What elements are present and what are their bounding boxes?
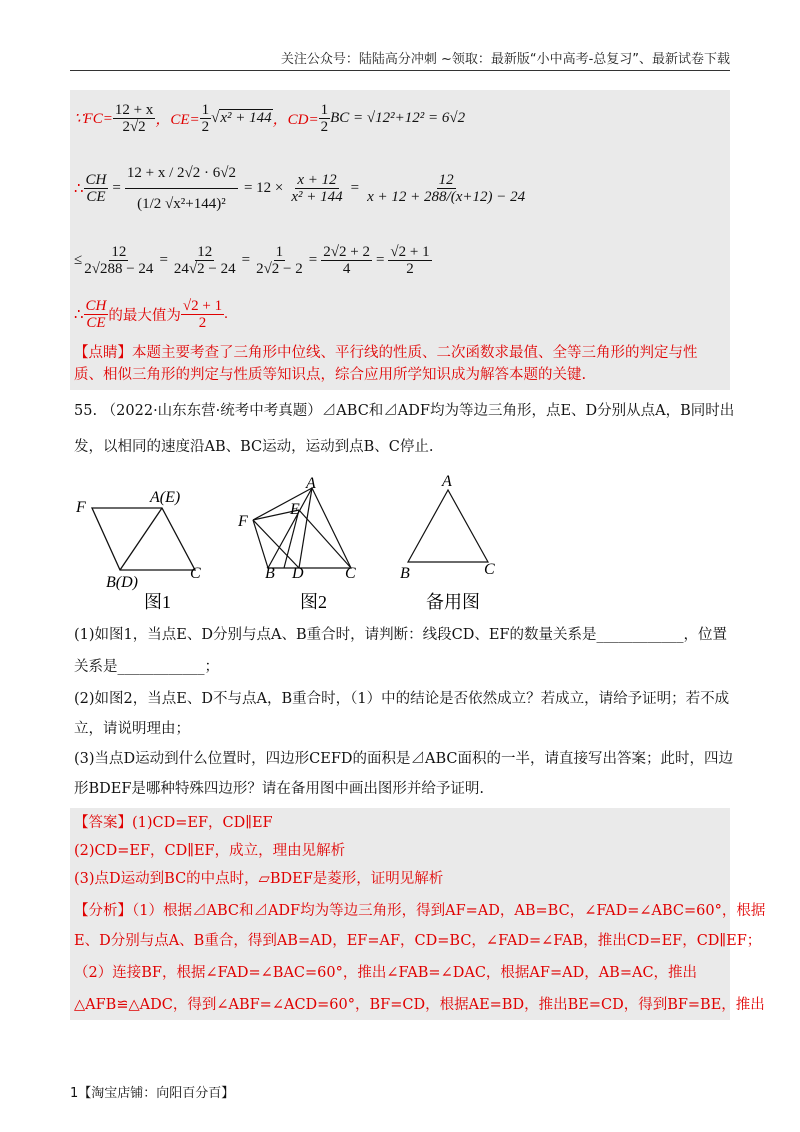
- ineq-frac-4: [388, 244, 431, 277]
- max-value-line: [74, 294, 228, 334]
- analysis-3: （2）连接BF，根据∠FAD=∠BAC=60°，推出∠FAB=∠DAC，根据AF=AD，AB=AC，推出: [74, 965, 698, 981]
- fig1-label-ae: A(E): [150, 489, 181, 506]
- ineq-frac-0: [82, 244, 155, 277]
- analysis-1: 【分析】（1）根据⊿ABC和⊿ADF均为等边三角形，得到AF=AD，AB=BC，∠FAD=∠ABC=60°，根据: [74, 903, 766, 919]
- ce-sqrt: x² + 144: [220, 110, 272, 126]
- page-header: 关注公众号：陆陆高分冲刺 ~领取：最新版“小中高考-总复习”、最新试卷下载: [280, 52, 730, 67]
- figure-2: [253, 488, 351, 568]
- cd-half-num: 1: [320, 101, 329, 118]
- answer-2: (2)CD=EF，CD∥EF，成立，理由见解析: [74, 843, 346, 859]
- big-frac-den: (1/2 √x²+144)²: [137, 195, 226, 212]
- ineq-frac-2: [254, 244, 305, 277]
- ineq-num-2: 1: [275, 243, 284, 260]
- therefore-line: [74, 148, 527, 228]
- fig2-label-e: E: [290, 501, 300, 518]
- ineq-den-2: 2√2 − 2: [256, 260, 303, 277]
- ineq-num-3: 2√2 + 2: [323, 243, 370, 260]
- problem-number: 55.: [74, 403, 98, 419]
- fig1-caption: 图1: [144, 592, 171, 612]
- ce-half-den: 2: [201, 118, 210, 135]
- rhs-num: 12: [438, 171, 454, 188]
- equals-2: =: [350, 179, 360, 196]
- ineq-den-3: 4: [342, 260, 351, 277]
- ch-label: CH: [85, 171, 107, 188]
- fig2-caption: 图2: [300, 592, 327, 612]
- therefore-sign: ∴: [74, 180, 84, 197]
- fig3-label-c: C: [484, 561, 495, 578]
- cd-rest: BC = √12²+12² = 6√2: [330, 109, 466, 126]
- fc-den: 2√2: [122, 118, 146, 135]
- fig3-caption: 备用图: [426, 592, 480, 612]
- ce-half-num: 1: [201, 101, 210, 118]
- figure-1: [92, 508, 195, 570]
- ineq-den-0: 2√288 − 24: [84, 260, 154, 277]
- problem-source: （2022·山东东营·统考中考真题）: [101, 403, 322, 419]
- cd-half: [319, 102, 331, 135]
- fig2-label-c: C: [345, 565, 356, 582]
- ineq-den-1: 24√2 − 24: [173, 260, 236, 277]
- problem-line2: 发，以相同的速度沿AB、BC运动，运动到点B、C停止.: [74, 439, 434, 455]
- fig2-label-b: B: [265, 565, 275, 582]
- question-1a: (1)如图1，当点E、D分别与点A、B重合时，请判断：线段CD、EF的数量关系是____________，位置: [74, 627, 727, 643]
- header-rule: [70, 70, 730, 71]
- ce-label-den: CE: [86, 188, 106, 205]
- mid-den: x² + 144: [291, 188, 343, 205]
- fig2-label-a: A: [306, 475, 316, 492]
- fc-label: ∵FC=: [74, 110, 113, 127]
- fig2-label-f: F: [238, 513, 248, 530]
- fig2-label-d: D: [292, 565, 304, 582]
- ineq-num-0: 12: [111, 243, 127, 260]
- eq-a: =: [159, 251, 168, 268]
- leq-sign: ≤: [74, 251, 83, 268]
- ce-half: [200, 102, 212, 135]
- figures: [70, 470, 530, 620]
- big-frac-num: 12 + x / 2√2 · 6√2: [125, 158, 238, 189]
- ch-ce-frac: [84, 172, 109, 205]
- question-2a: (2)如图2，当点E、D不与点A，B重合时，（1）中的结论是否依然成立？若成立，请给予证明；若不成: [74, 691, 730, 707]
- fc-fraction: [113, 102, 155, 135]
- cd-label: ，CD=: [272, 111, 319, 128]
- answer-3: (3)点D运动到BC的中点时，▱BDEF是菱形，证明见解析: [74, 871, 444, 887]
- max-end: .: [224, 305, 228, 322]
- question-3b: 形BDEF是哪种特殊四边形？请在备用图中画出图形并给予证明.: [74, 781, 485, 797]
- mid-frac: [289, 172, 344, 205]
- fc-num: 12 + x: [114, 101, 154, 118]
- max-val: [181, 298, 224, 331]
- ineq-frac-1: [172, 244, 238, 277]
- therefore-sign-2: ∴: [74, 306, 84, 323]
- eq-c: =: [308, 251, 318, 268]
- figure-spare: [408, 490, 488, 562]
- fig1-label-f: F: [76, 499, 86, 516]
- fig3-label-b: B: [400, 565, 410, 582]
- ineq-frac-3: [321, 244, 372, 277]
- ineq-num-4: √2 + 1: [390, 243, 430, 260]
- problem-header-line: [74, 400, 735, 422]
- eq-d: =: [375, 251, 385, 268]
- inequality-line: [74, 240, 432, 280]
- fig1-label-c: C: [190, 565, 201, 582]
- question-3a: (3)当点D运动到什么位置时，四边形CEFD的面积是⊿ABC面积的一半，请直接写出答案；此时，四边: [74, 751, 734, 767]
- eq-b: =: [241, 251, 251, 268]
- question-1b: 关系是____________；: [74, 659, 219, 675]
- max-val-den: 2: [198, 314, 207, 331]
- page-footer: 1【淘宝店铺：向阳百分百】: [70, 1086, 235, 1101]
- analysis-4: △AFB≌△ADC，得到∠ABF=∠ACD=60°，BF=CD，根据AE=BD，推出BE=CD，得到BF=BE，推出: [74, 997, 765, 1013]
- ineq-den-4: 2: [406, 260, 414, 277]
- answer-1: 【答案】(1)CD=EF，CD∥EF: [74, 815, 273, 831]
- big-frac: [125, 158, 238, 219]
- question-2b: 立，请说明理由；: [74, 721, 190, 737]
- mid-num: x + 12: [297, 171, 337, 188]
- max-lhs: [84, 298, 109, 331]
- rhs-den: x + 12 + 288/(x+12) − 24: [367, 188, 526, 205]
- analysis-2: E、D分别与点A、B重合，得到AB=AD，EF=AF，CD=BC，∠FAD=∠FAB，推出CD=EF，CD∥EF；: [74, 933, 762, 949]
- equals: =: [112, 179, 121, 196]
- max-lhs-den: CE: [86, 314, 106, 331]
- fig3-label-a: A: [442, 473, 452, 490]
- problem-line1: ⊿ABC和⊿ADF均为等边三角形，点E、D分别从点A，B同时出: [321, 403, 735, 419]
- mid-text: = 12 ×: [243, 179, 284, 196]
- max-val-num: √2 + 1: [182, 297, 223, 314]
- fig1-label-bd: B(D): [106, 574, 138, 591]
- rhs-frac: [365, 172, 527, 205]
- max-text: 的最大值为: [108, 307, 181, 324]
- cd-half-den: 2: [320, 118, 329, 135]
- ce-label: ，CE=: [155, 111, 200, 128]
- max-lhs-num: CH: [85, 297, 107, 314]
- because-line: [74, 100, 465, 136]
- key-point-comment: 【点睛】本题主要考查了三角形中位线、平行线的性质、二次函数求最值、全等三角形的判定与性质、相似三角形的判定与性质等知识点，综合应用所学知识成为解答本题的关键.: [74, 345, 698, 383]
- ineq-num-1: 12: [197, 243, 213, 260]
- ce-sqrt-sign: √: [211, 109, 220, 126]
